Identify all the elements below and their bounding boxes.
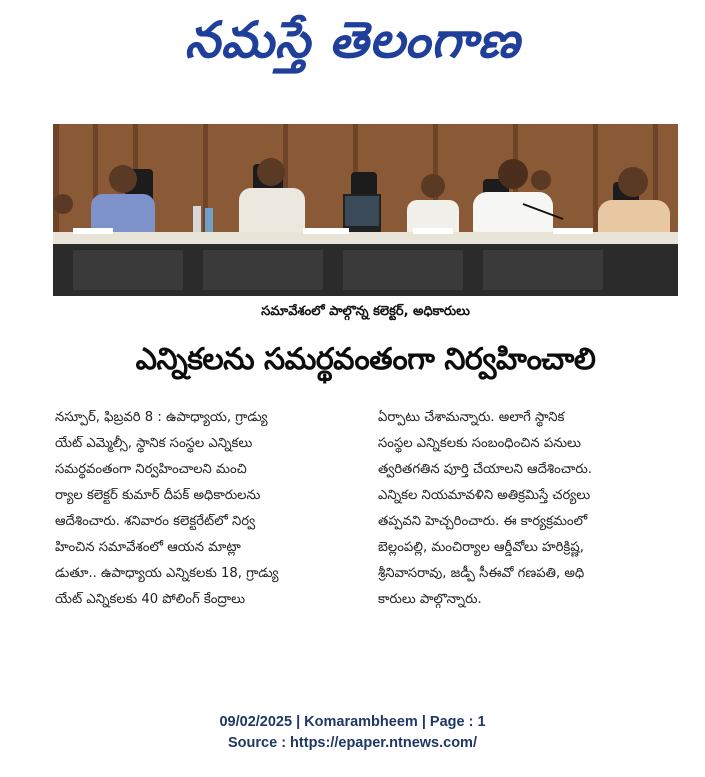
- meeting-photo: [53, 124, 678, 296]
- page-footer: [0, 712, 705, 754]
- footer-source: Source : https://epaper.ntnews.com/: [228, 735, 477, 751]
- text-line: కారులు పాల్గొన్నారు.: [378, 592, 482, 607]
- footer-date-edition: 09/02/2025 | Komarambheem | Page : 1: [219, 714, 486, 730]
- article-column-right: [378, 405, 678, 613]
- text-line: ర్యాల కలెక్టర్ కుమార్ దీపక్ అధికారులను: [55, 488, 261, 503]
- text-line: ఏర్పాటు చేశామన్నారు. అలాగే స్థానిక: [378, 410, 565, 425]
- text-line: శ్రీనివాసరావు, జడ్పీ సీఈవో గణపతి, అధి: [378, 566, 585, 581]
- text-line: బెల్లంపల్లి, మంచిర్యాల ఆర్డీవోలు హరిక్రిష్ణ,: [378, 540, 584, 555]
- text-line: నస్పూర్, ఫిబ్రవరి 8 : ఉపాధ్యాయ, గ్రాడ్యు: [55, 410, 268, 425]
- text-line: ఎన్నికల నియమావళిని అతిక్రమిస్తే చర్యలు: [378, 488, 591, 503]
- text-line: ఆదేశించారు. శనివారం కలెక్టరేట్‌లో నిర్వ: [55, 514, 256, 529]
- text-line: సమర్థవంతంగా నిర్వహించాలని మంచి: [55, 462, 247, 477]
- text-line: డుతూ.. ఉపాధ్యాయ ఎన్నికలకు 18, గ్రాడ్యు: [55, 566, 279, 581]
- photo-caption-text: సమావేశంలో పాల్గొన్న కలెక్టర్, అధికారులు: [261, 304, 470, 319]
- masthead: [140, 6, 565, 86]
- text-line: యేట్ ఎన్నికలకు 40 పోలింగ్ కేంద్రాలు: [55, 592, 246, 607]
- text-line: హించిన సమావేశంలో ఆయన మాట్లా: [55, 540, 241, 555]
- photo-caption: [53, 300, 678, 326]
- text-line: త్వరితగతిన పూర్తి చేయాలని ఆదేశించారు.: [378, 462, 592, 477]
- article-column-left: [55, 405, 355, 613]
- text-line: యేట్ ఎమ్మెల్సీ, స్థానిక సంస్థల ఎన్నికలు: [55, 436, 253, 451]
- meeting-photo-illustration: [53, 124, 678, 296]
- article-headline: [53, 335, 678, 390]
- text-line: సంస్థల ఎన్నికలకు సంబంధించిన పనులు: [378, 436, 581, 451]
- headline-text: ఎన్నికలను సమర్థవంతంగా నిర్వహించాలి: [135, 341, 596, 377]
- text-line: తప్పవని హెచ్చరించారు. ఈ కార్యక్రమంలో: [378, 514, 588, 529]
- newspaper-title: నమస్తే తెలంగాణ: [184, 10, 521, 69]
